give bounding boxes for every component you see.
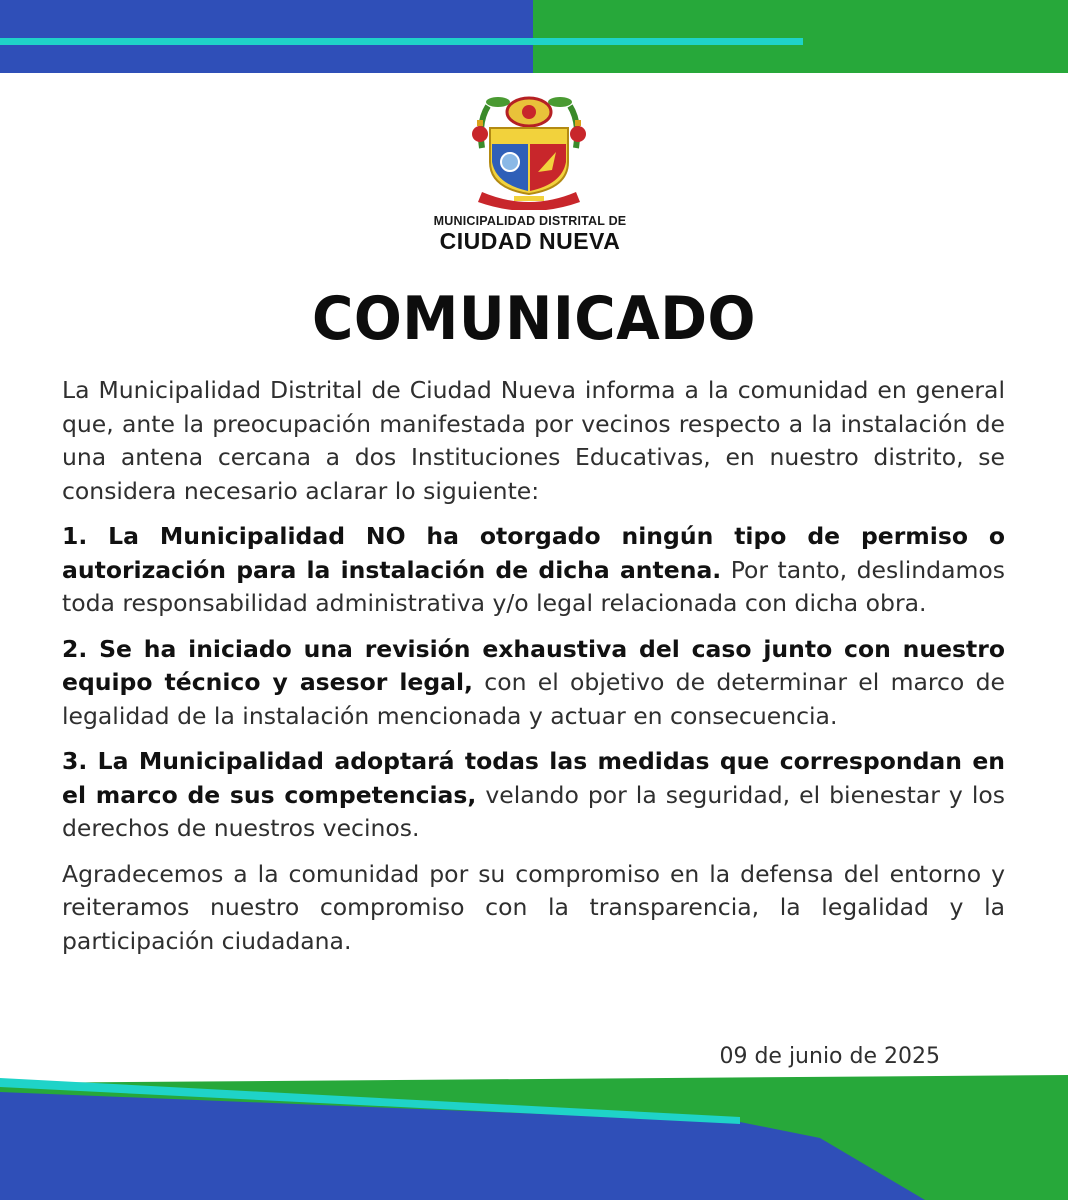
organization-name-line1: MUNICIPALIDAD DISTRITAL DE	[433, 214, 627, 228]
point-3-text: velando por la seguridad, el bienestar y los derechos de nuestros vecinos.	[62, 780, 1005, 842]
point-2-bold: 2. Se ha iniciado una revisión exhaustiva del caso junto con nuestro equipo técnico y asesor legal,	[62, 634, 1005, 696]
point-3	[62, 745, 1005, 846]
organization-name-line2: CIUDAD NUEVA	[439, 228, 621, 254]
closing-paragraph: Agradecemos a la comunidad por su compromiso en la defensa del entorno y reiteramos nuestro compromiso con la transparencia, la legalidad y la participación ciudadana.	[62, 859, 1005, 955]
document-date: 09 de junio de 2025	[719, 1044, 940, 1069]
document-title: COMUNICADO	[312, 284, 756, 354]
municipal-coat-of-arms-icon	[468, 92, 590, 210]
point-1	[62, 520, 1005, 621]
point-1-bold: 1. La Municipalidad NO ha otorgado ningún tipo de permiso o autorización para la instalación de dicha antena.	[62, 522, 1005, 584]
point-2	[62, 633, 1005, 734]
intro-paragraph: La Municipalidad Distrital de Ciudad Nueva informa a la comunidad en general que, ante la preocupación manifestada por vecinos respecto a la instalación de una antena cercana a dos Instituciones Educativas, en nuestro distrito, se considera necesario aclarar lo siguiente:	[62, 376, 1005, 505]
point-2-text: con el objetivo de determinar el marco de legalidad de la instalación mencionada y actuar en consecuencia.	[62, 668, 1005, 730]
point-1-text: Por tanto, deslindamos toda responsabilidad administrativa y/o legal relacionada con dicha obra.	[62, 555, 1005, 617]
point-3-bold: 3. La Municipalidad adoptará todas las medidas que correspondan en el marco de sus competencias,	[62, 747, 1005, 809]
document-body	[62, 374, 1005, 970]
